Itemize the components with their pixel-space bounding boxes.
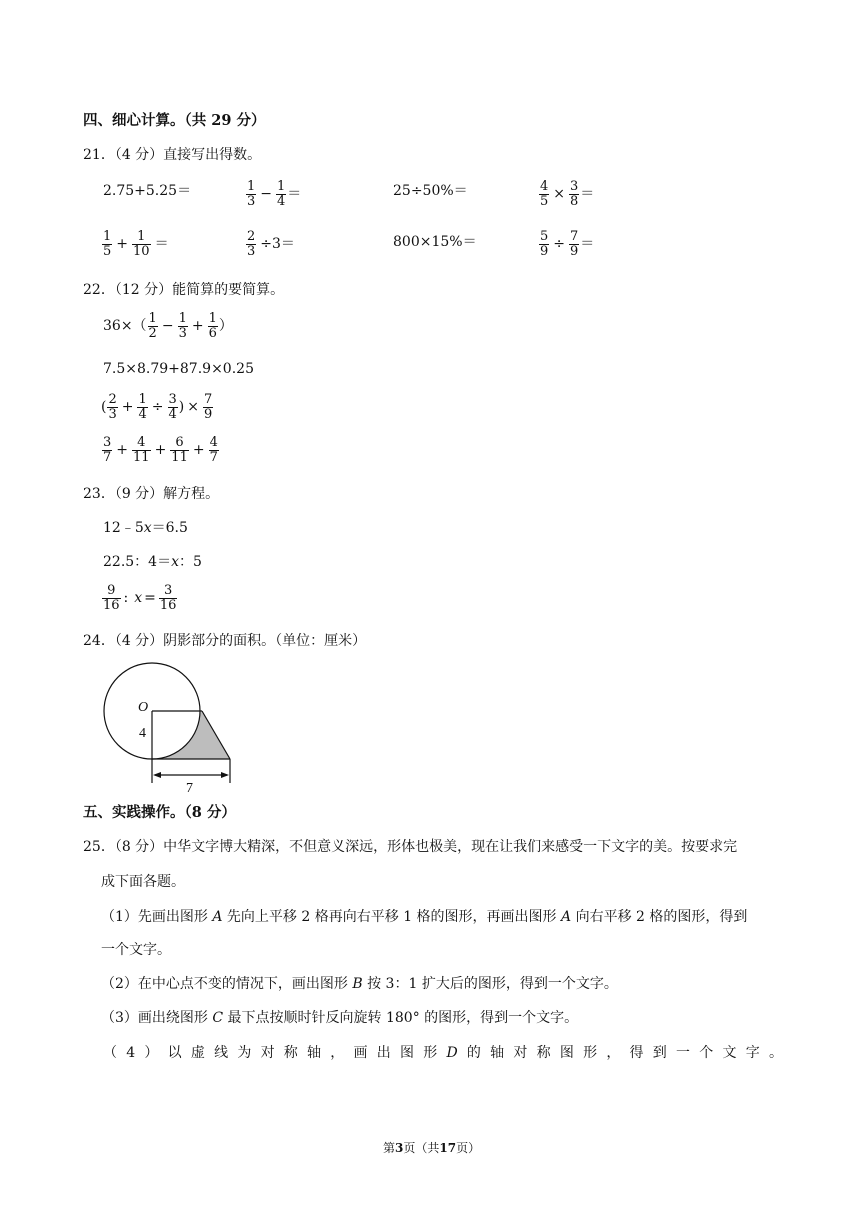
q22-line-3: ( $\frac{2}{3}$ + $\frac{1}{4}$ ÷ $\frac{3}{4}$ ) × $\frac{7}{9}$ bbox=[101, 392, 213, 422]
q22-header: 22．（12 分）能简算的要简算。 bbox=[83, 282, 285, 298]
q21-header: 21．（4 分）直接写出得数。 bbox=[83, 147, 262, 163]
q25-line-2: 成下面各题。 bbox=[101, 874, 185, 890]
fraction: $\frac{5}{9}$ bbox=[540, 229, 549, 259]
q25-part-1b: 一个文字。 bbox=[101, 942, 171, 958]
fraction: $\frac{1}{6}$ bbox=[208, 311, 217, 341]
fraction: $\frac{4}{7}$ bbox=[209, 435, 218, 465]
arrow-left bbox=[153, 772, 161, 778]
q25-line-1: 25．（8 分）中华文字博大精深，不但意义深远，形体也极美，现在让我们来感受一下文字的美。按要求完 bbox=[83, 839, 738, 855]
fraction: $\frac{2}{3}$ bbox=[108, 392, 117, 422]
q21-expr-4: $\frac{4}{5}$ × $\frac{3}{8}$ ＝ bbox=[540, 179, 595, 209]
q25-part-4: （ 4 ） 以 虚 线 为 对 称 轴 ， 画 出 图 形 D 的 轴 对 称 图 形 ， 得 到 一 个 文 字 。 bbox=[103, 1045, 783, 1061]
q21-expr-5: $\frac{1}{5}$ + $\frac{1}{10}$ ＝ bbox=[103, 229, 169, 259]
fraction: $\frac{2}{3}$ bbox=[247, 229, 256, 259]
fraction: $\frac{1}{10}$ bbox=[133, 229, 150, 259]
fraction: $\frac{1}{3}$ bbox=[247, 179, 256, 209]
section-5-title: 五、实践操作。（8 分） bbox=[83, 804, 236, 821]
fraction: $\frac{4}{11}$ bbox=[133, 435, 150, 465]
fraction: $\frac{3}{8}$ bbox=[570, 179, 579, 209]
fraction: $\frac{7}{9}$ bbox=[570, 229, 579, 259]
fraction: $\frac{7}{9}$ bbox=[203, 392, 213, 422]
fraction: $\frac{1}{2}$ bbox=[148, 311, 157, 341]
q25-part-1a: （1）先画出图形 A 先向上平移 2 格再向右平移 1 格的图形，再画出图形 A 向右平移 2 格的图形，得到 bbox=[101, 909, 748, 925]
fraction: $\frac{1}{5}$ bbox=[103, 229, 112, 259]
q21-expr-6: $\frac{2}{3}$ ÷3＝ bbox=[247, 229, 295, 259]
fraction: $\frac{3}{4}$ bbox=[168, 392, 177, 422]
q21-expr-1: 2.75+5.25＝ bbox=[103, 183, 192, 199]
q21-expr-8: $\frac{5}{9}$ ÷ $\frac{7}{9}$ ＝ bbox=[540, 229, 595, 259]
fraction: $\frac{1}{4}$ bbox=[277, 179, 286, 209]
q23-line-3: $\frac{9}{16}$ : x = $\frac{3}{16}$ bbox=[103, 583, 177, 613]
q23-header: 23．（9 分）解方程。 bbox=[83, 486, 220, 502]
q25-part-3: （3）画出绕图形 C 最下点按顺时针反向旋转 180° 的图形，得到一个文字。 bbox=[101, 1010, 579, 1026]
q21-expr-7: 800×15%＝ bbox=[393, 234, 477, 250]
fraction: $\frac{1}{3}$ bbox=[178, 311, 187, 341]
fraction: $\frac{4}{5}$ bbox=[540, 179, 549, 209]
label-4: 4 bbox=[139, 726, 146, 741]
q22-line-2: 7.5×8.79+87.9×0.25 bbox=[103, 361, 254, 377]
q22-line-4: $\frac{3}{7}$ + $\frac{4}{11}$ + $\frac{6}{11}$ + $\frac{4}{7}$ bbox=[103, 435, 218, 465]
fraction: $\frac{1}{4}$ bbox=[138, 392, 147, 422]
section-4-title: 四、细心计算。（共 29 分） bbox=[83, 112, 266, 129]
q24-header: 24．（4 分）阴影部分的面积。（单位：厘米） bbox=[83, 633, 367, 649]
q21-expr-3: 25÷50%＝ bbox=[393, 183, 468, 199]
fraction: $\frac{9}{16}$ bbox=[103, 583, 120, 613]
q21-expr-2: $\frac{1}{3}$ − $\frac{1}{4}$ ＝ bbox=[247, 179, 302, 209]
q22-line-1: 36×（ $\frac{1}{2}$ − $\frac{1}{3}$ + $\frac{1}{6}$ ） bbox=[103, 311, 233, 341]
arrow-right bbox=[221, 772, 229, 778]
q25-part-2: （2）在中心点不变的情况下，画出图形 B 按 3：1 扩大后的图形，得到一个文字。 bbox=[101, 976, 618, 992]
label-o: O bbox=[138, 700, 149, 715]
q23-line-2: 22.5：4＝x：5 bbox=[103, 554, 202, 570]
fraction: $\frac{6}{11}$ bbox=[171, 435, 188, 465]
fraction: $\frac{3}{7}$ bbox=[103, 435, 112, 465]
page-footer: 第3页（共17页） bbox=[383, 1141, 481, 1155]
q24-figure bbox=[95, 655, 245, 795]
fraction: $\frac{3}{16}$ bbox=[159, 583, 177, 613]
q23-line-1: 12﹣5x＝6.5 bbox=[103, 520, 188, 536]
label-7: 7 bbox=[186, 781, 193, 795]
